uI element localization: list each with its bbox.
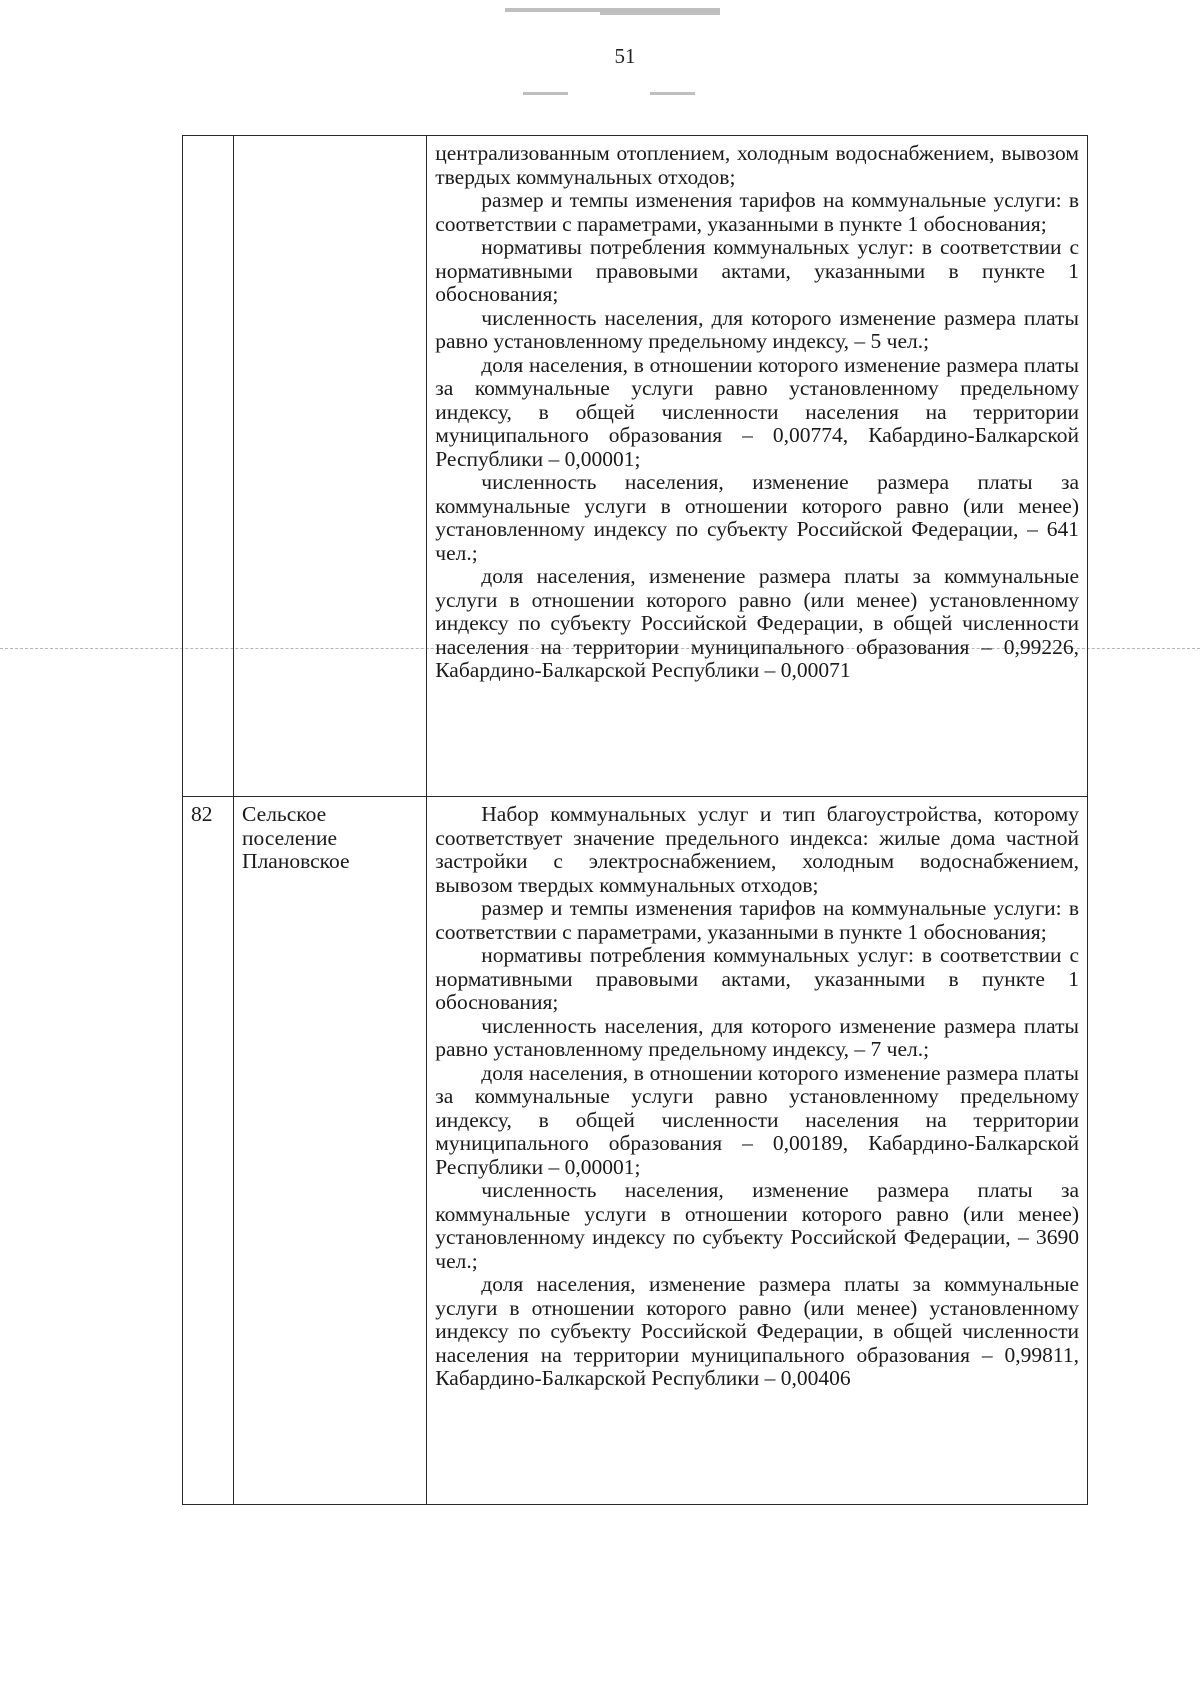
description-paragraph: численность населения, для которого изменение размера платы равно установленному предельному индексу, – 5 чел.;: [435, 305, 1079, 353]
description-paragraph: доля населения, изменение размера платы за коммунальные услуги в отношении которого равно (или менее) установленному индексу по субъекту Российской Федерации, в общей численности населения на территории муниципального образования – 0,99811, Кабардино-Балкарской Республики – 0,00406: [435, 1272, 1079, 1390]
municipality-name: Сельское поселение Плановское: [234, 797, 427, 1505]
description-paragraph: Набор коммунальных услуг и тип благоустройства, которому соответствует значение предельного индекса: жилые дома частной застройки с электроснабжением, холодным водоснабжением, вывозом твердых коммунальных отходов;: [435, 802, 1079, 897]
row-number: 82: [183, 797, 234, 1505]
data-table: [182, 135, 1088, 1505]
description-paragraph: численность населения, изменение размера платы за коммунальные услуги в отношении которого равно (или менее) установленному индексу по субъекту Российской Федерации, – 3690 чел.;: [435, 1178, 1079, 1273]
scan-artifact-top-right: [600, 12, 720, 15]
description-paragraph: численность населения, изменение размера платы за коммунальные услуги в отношении которого равно (или менее) установленному индексу по субъекту Российской Федерации, – 641 чел.;: [435, 470, 1079, 565]
page-number: 51: [614, 44, 636, 68]
description-paragraph: нормативы потребления коммунальных услуг: в соответствии с нормативными правовыми актами, указанными в пункте 1 обоснования;: [435, 943, 1079, 1014]
description-paragraph: нормативы потребления коммунальных услуг: в соответствии с нормативными правовыми актами, указанными в пункте 1 обоснования;: [435, 235, 1079, 306]
description-paragraph: размер и темпы изменения тарифов на коммунальные услуги: в соответствии с параметрами, указанными в пункте 1 обоснования;: [435, 896, 1079, 944]
description-cell: [427, 136, 1088, 797]
scan-artifact-left: [523, 92, 568, 95]
description-paragraph: доля населения, в отношении которого изменение размера платы за коммунальные услуги равно установленному предельному индексу, в общей численности населения на территории муниципального образования – 0,00774, Кабардино-Балкарской Республики – 0,00001;: [435, 352, 1079, 471]
description-paragraph: размер и темпы изменения тарифов на коммунальные услуги: в соответствии с параметрами, указанными в пункте 1 обоснования;: [435, 188, 1079, 236]
scan-artifact-right: [650, 92, 695, 95]
table-row: [183, 136, 1088, 797]
description-paragraph: численность населения, для которого изменение размера платы равно установленному предельному индексу, – 7 чел.;: [435, 1013, 1079, 1061]
description-paragraph: доля населения, в отношении которого изменение размера платы за коммунальные услуги равно установленному предельному индексу, в общей численности населения на территории муниципального образования – 0,00189, Кабардино-Балкарской Республики – 0,00001;: [435, 1060, 1079, 1179]
row-number: [183, 136, 234, 797]
description-paragraph: централизованным отоплением, холодным водоснабжением, вывозом твердых коммунальных отходов;: [435, 141, 1079, 189]
description-paragraph: доля населения, изменение размера платы за коммунальные услуги в отношении которого равно (или менее) установленному индексу по субъекту Российской Федерации, в общей численности населения на территории муниципального образования – 0,99226, Кабардино-Балкарской Республики – 0,00071: [435, 564, 1079, 682]
table-row: [183, 797, 1088, 1505]
municipality-name: [234, 136, 427, 797]
description-cell: [427, 797, 1088, 1505]
